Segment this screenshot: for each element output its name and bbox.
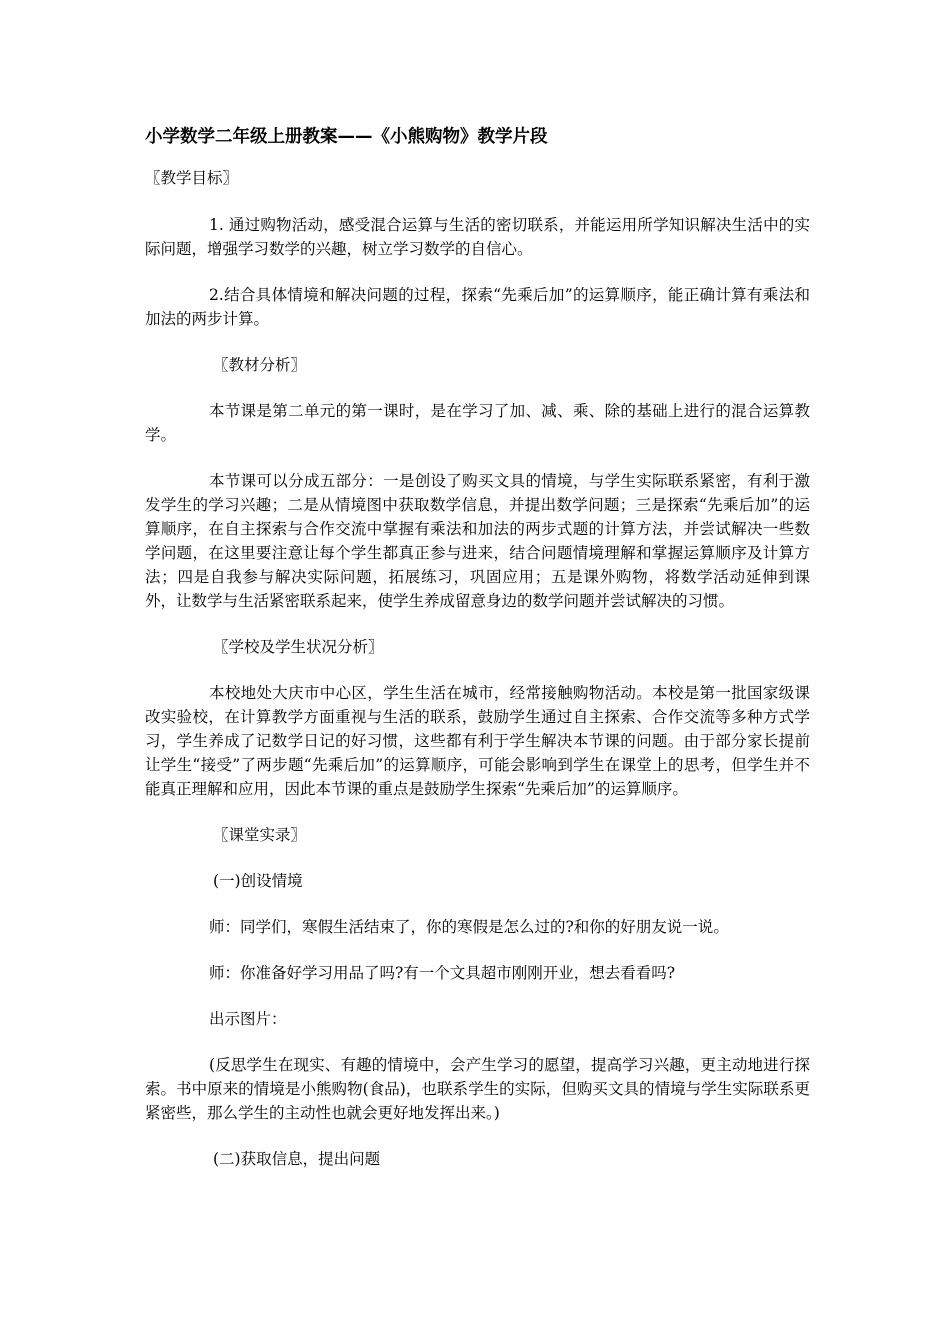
document-title: 小学数学二年级上册教案——《小熊购物》教学片段	[145, 127, 548, 147]
section-heading-material-analysis: 〖教材分析〗	[213, 356, 307, 374]
paragraph: 本节课是第二单元的第一课时，是在学习了加、减、乘、除的基础上进行的混合运算教学。	[145, 402, 810, 444]
paragraph: 1. 通过购物活动，感受混合运算与生活的密切联系，并能运用所学知识解决生活中的实际问题，增强学习数学的兴趣，树立学习数学的自信心。	[145, 216, 810, 258]
subsection-heading: (二)获取信息，提出问题	[213, 1150, 381, 1168]
paragraph: 2.结合具体情境和解决问题的过程，探索“先乘后加”的运算顺序，能正确计算有乘法和加法的两步计算。	[145, 286, 810, 328]
document-body	[145, 122, 810, 1193]
paragraph: 本节课可以分成五部分：一是创设了购买文具的情境，与学生实际联系紧密，有利于激发学生的学习兴趣；二是从情境图中获取数学信息，并提出数学问题；三是探索“先乘后加”的运算顺序，在自主探索与合作交流中掌握有乘法和加法的两步式题的计算方法，并尝试解决一些数学问题，在这里要注意让每个学生都真正参与进来，结合问题情境理解和掌握运算顺序及计算方法；四是自我参与解决实际问题，拓展练习，巩固应用；五是课外购物，将数学活动延伸到课外，让数学与生活紧密联系起来，使学生养成留意身边的数学问题并尝试解决的习惯。	[145, 472, 810, 610]
section-heading-class-record: 〖课堂实录〗	[213, 826, 307, 844]
paragraph: 出示图片：	[209, 1010, 287, 1028]
subsection-heading: (一)创设情境	[213, 872, 303, 890]
section-heading-school-analysis: 〖学校及学生状况分析〗	[213, 638, 384, 656]
paragraph: 师：同学们，寒假生活结束了，你的寒假是怎么过的?和你的好朋友说一说。	[209, 918, 729, 936]
section-heading-teaching-goals: 〖教学目标〗	[145, 169, 239, 187]
paragraph: 师：你准备好学习用品了吗?有一个文具超市刚刚开业，想去看看吗?	[209, 964, 676, 982]
paragraph: (反思学生在现实、有趣的情境中，会产生学习的愿望，提高学习兴趣，更主动地进行探索。书中原来的情境是小熊购物(食品)，也联系学生的实际，但购买文具的情境与学生实际联系更紧密些，那么学生的主动性也就会更好地发挥出来。)	[145, 1056, 810, 1122]
paragraph: 本校地处大庆市中心区，学生生活在城市，经常接触购物活动。本校是第一批国家级课改实验校，在计算教学方面重视与生活的联系，鼓励学生通过自主探索、合作交流等多种方式学习，学生养成了记数学日记的好习惯，这些都有利于学生解决本节课的问题。由于部分家长提前让学生“接受”了两步题“先乘后加”的运算顺序，可能会影响到学生在课堂上的思考，但学生并不能真正理解和应用，因此本节课的重点是鼓励学生探索“先乘后加”的运算顺序。	[145, 684, 810, 798]
